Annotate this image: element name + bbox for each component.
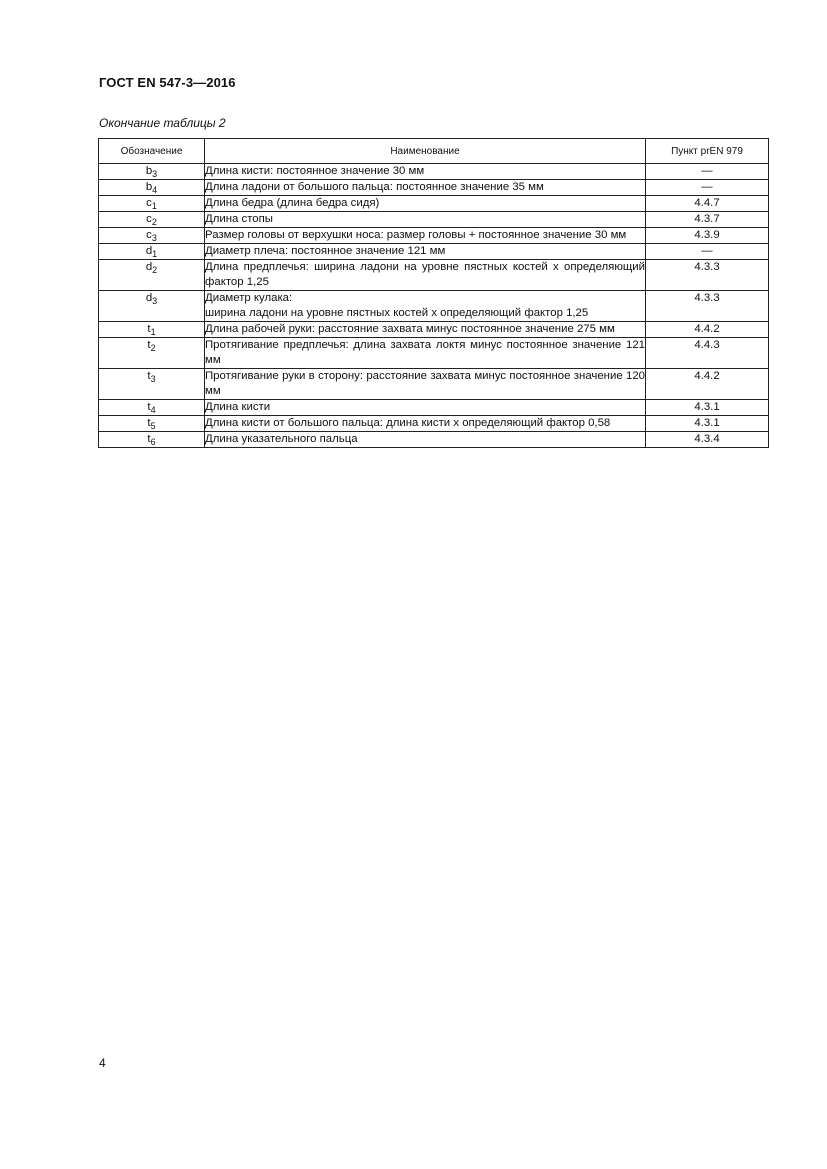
- name-cell: Размер головы от верхушки носа: размер головы + постоянное значение 30 мм: [205, 228, 646, 244]
- clause-cell: —: [646, 164, 769, 180]
- clause-cell: 4.3.7: [646, 212, 769, 228]
- table-row: [99, 291, 769, 322]
- clause-cell: 4.4.2: [646, 322, 769, 338]
- symbol-cell: $d_1$: [99, 244, 205, 260]
- name-cell: Протягивание предплечья: длина захвата локтя минус постоянное значение 121 мм: [205, 338, 646, 369]
- clause-cell: 4.4.7: [646, 196, 769, 212]
- clause-cell: 4.4.2: [646, 369, 769, 400]
- clause-cell: 4.3.9: [646, 228, 769, 244]
- clause-cell: 4.4.3: [646, 338, 769, 369]
- name-cell: Длина указательного пальца: [205, 432, 646, 448]
- name-cell: Длина кисти от большого пальца: длина кисти х определяющий фактор 0,58: [205, 416, 646, 432]
- name-cell: Протягивание руки в сторону: расстояние захвата минус постоянное значение 120 мм: [205, 369, 646, 400]
- symbol-cell: $t_2$: [99, 338, 205, 369]
- header-name: Наименование: [205, 139, 646, 164]
- name-cell: Диаметр плеча: постоянное значение 121 мм: [205, 244, 646, 260]
- table-row: [99, 338, 769, 369]
- table-row: [99, 228, 769, 244]
- table-row: [99, 196, 769, 212]
- header-clause: Пункт prEN 979: [646, 139, 769, 164]
- name-cell: Длина рабочей руки: расстояние захвата минус постоянное значение 275 мм: [205, 322, 646, 338]
- symbol-cell: $b_4$: [99, 180, 205, 196]
- symbol-cell: $b_3$: [99, 164, 205, 180]
- clause-cell: 4.3.3: [646, 291, 769, 322]
- name-cell: Длина кисти: постоянное значение 30 мм: [205, 164, 646, 180]
- name-cell: Длина ладони от большого пальца: постоянное значение 35 мм: [205, 180, 646, 196]
- name-cell: Длина предплечья: ширина ладони на уровне пястных костей х определяющий фактор 1,25: [205, 260, 646, 291]
- name-cell: Длина стопы: [205, 212, 646, 228]
- name-cell: [205, 291, 646, 322]
- clause-cell: 4.3.1: [646, 416, 769, 432]
- clause-cell: 4.3.4: [646, 432, 769, 448]
- table-row: [99, 260, 769, 291]
- table-row: [99, 244, 769, 260]
- table-row: [99, 432, 769, 448]
- symbol-cell: $c_1$: [99, 196, 205, 212]
- name-line: ширина ладони на уровне пястных костей х определяющий фактор 1,25: [205, 307, 589, 319]
- symbol-cell: $d_2$: [99, 260, 205, 291]
- symbol-cell: $c_2$: [99, 212, 205, 228]
- symbol-cell: $t_5$: [99, 416, 205, 432]
- table-row: [99, 180, 769, 196]
- symbol-cell: $t_3$: [99, 369, 205, 400]
- clause-cell: —: [646, 244, 769, 260]
- clause-cell: 4.3.3: [646, 260, 769, 291]
- table-row: [99, 369, 769, 400]
- symbol-cell: $t_1$: [99, 322, 205, 338]
- name-cell: Длина кисти: [205, 400, 646, 416]
- symbol-cell: $t_6$: [99, 432, 205, 448]
- symbol-cell: $d_3$: [99, 291, 205, 322]
- name-cell: Длина бедра (длина бедра сидя): [205, 196, 646, 212]
- header-symbol: Обозначение: [99, 139, 205, 164]
- page-number: 4: [99, 1056, 106, 1070]
- name-line: Диаметр кулака:: [205, 292, 293, 304]
- symbol-cell: $c_3$: [99, 228, 205, 244]
- clause-cell: 4.3.1: [646, 400, 769, 416]
- table-caption: Окончание таблицы 2: [99, 116, 226, 130]
- table-row: [99, 400, 769, 416]
- table-row: [99, 164, 769, 180]
- symbols-table: [98, 138, 769, 448]
- table-header-row: [99, 139, 769, 164]
- table-row: [99, 212, 769, 228]
- symbol-cell: $t_4$: [99, 400, 205, 416]
- clause-cell: —: [646, 180, 769, 196]
- table-row: [99, 416, 769, 432]
- document-code: ГОСТ EN 547-3—2016: [99, 75, 236, 90]
- table-row: [99, 322, 769, 338]
